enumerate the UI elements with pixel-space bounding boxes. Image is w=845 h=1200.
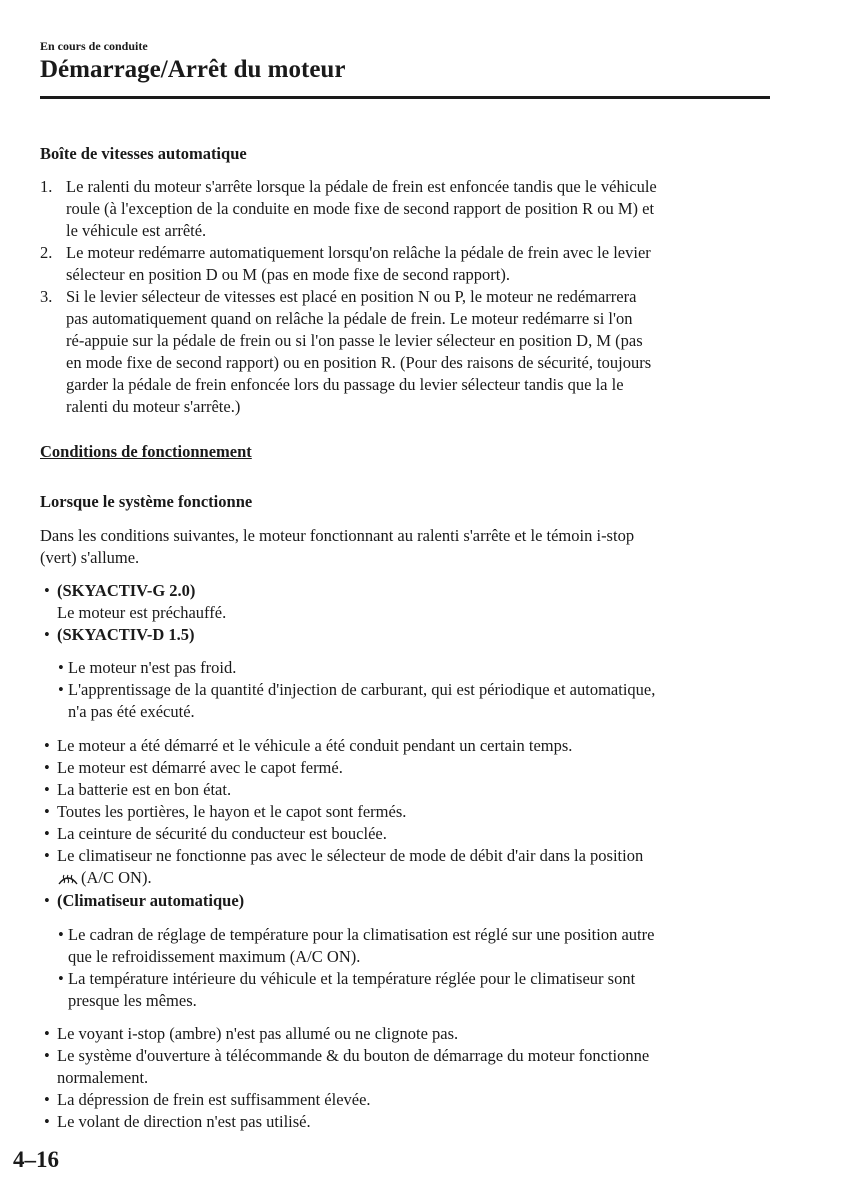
- bullet: •: [44, 581, 50, 600]
- intro-line: (vert) s'allume.: [40, 548, 140, 567]
- condition-line: Le système d'ouverture à télécommande & du bouton de démarrage du moteur fonctionne: [57, 1046, 650, 1065]
- bullet: •: [44, 891, 50, 910]
- bullet: •: [58, 925, 64, 944]
- condition-line: Le volant de direction n'est pas utilisé.: [57, 1112, 311, 1131]
- intro-line: Dans les conditions suivantes, le moteur fonctionnant au ralenti s'arrête et le témoin i-stop: [40, 526, 635, 545]
- list-item-line: Si le levier sélecteur de vitesses est placé en position N ou P, le moteur ne redémarrera: [66, 287, 637, 306]
- list-item-line: roule (à l'exception de la conduite en mode fixe de second rapport de position R ou M) et: [66, 199, 655, 218]
- bullet: •: [44, 780, 50, 799]
- defroster-icon: [57, 870, 79, 892]
- list-number: 1.: [40, 177, 53, 196]
- condition-line: Le voyant i-stop (ambre) n'est pas allumé ou ne clignote pas.: [57, 1024, 459, 1043]
- conditions-heading: Conditions de fonctionnement: [40, 442, 252, 461]
- climat-label: (Climatiseur automatique): [57, 891, 245, 910]
- bullet: •: [44, 1046, 50, 1065]
- bullet: •: [44, 736, 50, 755]
- condition-line: Toutes les portières, le hayon et le capot sont fermés.: [57, 802, 407, 821]
- bullet: •: [44, 625, 50, 644]
- section-heading: Boîte de vitesses automatique: [40, 144, 247, 163]
- ac-line: [57, 867, 152, 892]
- climat-item-line: presque les mêmes.: [68, 991, 197, 1010]
- list-item-line: en mode fixe de second rapport) ou en position R. (Pour des raisons de sécurité, toujours: [66, 353, 652, 372]
- condition-line: La batterie est en bon état.: [57, 780, 232, 799]
- bullet: •: [44, 1024, 50, 1043]
- page-title: Démarrage/Arrêt du moteur: [40, 56, 346, 83]
- skyd-item-line: Le moteur n'est pas froid.: [68, 658, 237, 677]
- bullet: •: [44, 1112, 50, 1131]
- bullet: •: [58, 969, 64, 988]
- bullet: •: [44, 1090, 50, 1109]
- subheading: Lorsque le système fonctionne: [40, 492, 253, 511]
- page-number: 4–16: [13, 1147, 59, 1172]
- list-item-line: le véhicule est arrêté.: [66, 221, 207, 240]
- list-item-line: Le moteur redémarre automatiquement lorsqu'on relâche la pédale de frein avec le levier: [66, 243, 651, 262]
- list-item-line: sélecteur en position D ou M (pas en mode fixe de second rapport).: [66, 265, 510, 284]
- chapter-label: En cours de conduite: [40, 39, 148, 53]
- bullet: •: [58, 680, 64, 699]
- list-item-line: garder la pédale de frein enfoncée lors du passage du levier sélecteur tandis que la le: [66, 375, 624, 394]
- bullet: •: [44, 846, 50, 865]
- condition-line: Le climatiseur ne fonctionne pas avec le sélecteur de mode de débit d'air dans la position: [57, 846, 644, 865]
- bullet: •: [44, 802, 50, 821]
- list-number: 2.: [40, 243, 53, 262]
- skyd-item-line: n'a pas été exécuté.: [68, 702, 195, 721]
- condition-line: normalement.: [57, 1068, 149, 1087]
- skyd-item-line: L'apprentissage de la quantité d'injection de carburant, qui est périodique et automatique,: [68, 680, 656, 699]
- bullet: •: [58, 658, 64, 677]
- climat-item-line: Le cadran de réglage de température pour la climatisation est réglé sur une position autre: [68, 925, 655, 944]
- skyg-label: (SKYACTIV-G 2.0): [57, 581, 196, 600]
- list-item-line: ralenti du moteur s'arrête.): [66, 397, 241, 416]
- climat-item-line: que le refroidissement maximum (A/C ON).: [68, 947, 361, 966]
- climat-item-line: La température intérieure du véhicule et la température réglée pour le climatiseur sont: [68, 969, 636, 988]
- ac-line-text: (A/C ON).: [81, 868, 152, 887]
- bullet: •: [44, 758, 50, 777]
- condition-line: La dépression de frein est suffisamment élevée.: [57, 1090, 371, 1109]
- condition-line: Le moteur a été démarré et le véhicule a été conduit pendant un certain temps.: [57, 736, 573, 755]
- list-item-line: pas automatiquement quand on relâche la pédale de frein. Le moteur redémarre si l'on: [66, 309, 633, 328]
- skyd-label: (SKYACTIV-D 1.5): [57, 625, 195, 644]
- list-number: 3.: [40, 287, 53, 306]
- list-item-line: ré-appuie sur la pédale de frein ou si l'on passe le levier sélecteur en position D, M (pas: [66, 331, 643, 350]
- title-rule: [40, 96, 770, 99]
- condition-line: La ceinture de sécurité du conducteur est bouclée.: [57, 824, 387, 843]
- skyg-text: Le moteur est préchauffé.: [57, 603, 227, 622]
- bullet: •: [44, 824, 50, 843]
- condition-line: Le moteur est démarré avec le capot fermé.: [57, 758, 343, 777]
- list-item-line: Le ralenti du moteur s'arrête lorsque la pédale de frein est enfoncée tandis que le véhicule: [66, 177, 657, 196]
